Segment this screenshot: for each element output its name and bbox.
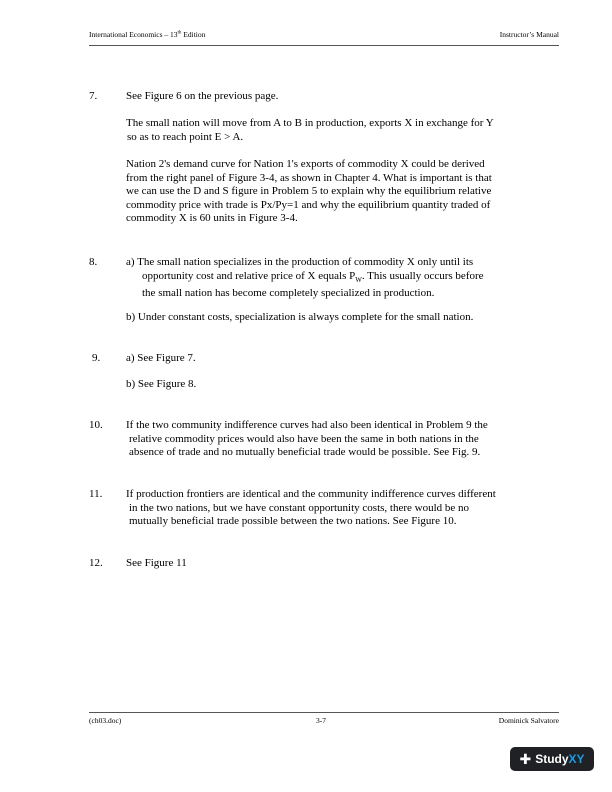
- header-right: Instructor’s Manual: [499, 30, 559, 39]
- footer-right: Dominick Salvatore: [498, 716, 559, 725]
- footer-page-number: 3-7: [316, 716, 326, 725]
- item-11-number: 11.: [89, 488, 103, 500]
- text-line: Nation 2's demand curve for Nation 1's exports of commodity X could be derived: [126, 158, 485, 170]
- item-8-number: 8.: [89, 256, 98, 268]
- logo-text-main: Study: [535, 752, 569, 766]
- item-12-text: See Figure 11: [126, 557, 187, 569]
- item-9-part-a: a) See Figure 7.: [126, 352, 196, 364]
- item-7-number: 7.: [89, 90, 98, 102]
- text-line: commodity X is 60 units in Figure 3-4.: [126, 212, 298, 225]
- item-12-number: 12.: [89, 557, 103, 569]
- item-9-part-b: b) See Figure 8.: [126, 378, 197, 390]
- studyxy-logo: [510, 747, 594, 771]
- item-8-part-a: [126, 256, 556, 301]
- text-line: we can use the D and S figure in Problem 5 to explain why the equilibrium relative: [126, 185, 492, 198]
- item-7-paragraph-2: [126, 117, 556, 144]
- item-10-number: 10.: [89, 419, 103, 431]
- text-line: so as to reach point E > A.: [127, 130, 244, 143]
- text-line: relative commodity prices would also have been the same in both nations in the: [129, 432, 479, 445]
- footer-left: (ch03.doc): [89, 716, 122, 725]
- text-line: from the right panel of Figure 3-4, as shown in Chapter 4. What is important is that: [126, 171, 492, 184]
- text-line: If the two community indifference curves had also been identical in Problem 9 the: [126, 419, 488, 431]
- text-line: a) The small nation specializes in the production of commodity X only until its: [126, 256, 474, 268]
- item-11-text: [126, 488, 556, 529]
- logo-text-accent: XY: [568, 752, 585, 766]
- text-line: If production frontiers are identical and the community indifference curves different: [126, 488, 496, 500]
- text-line: commodity price with trade is Px/Py=1 and why the equilibrium quantity traded of: [126, 198, 491, 211]
- text-line: absence of trade and no mutually beneficial trade would be possible. See Fig. 9.: [129, 446, 481, 459]
- item-10-text: [126, 419, 556, 460]
- text-line: the small nation has become completely specialized in production.: [142, 287, 435, 300]
- text-line: in the two nations, but we have constant opportunity costs, there would be no: [129, 501, 470, 514]
- item-7-paragraph-3: [126, 158, 558, 226]
- text-line: opportunity cost and relative price of X equals $P_W$. This usually occurs before: [142, 269, 484, 284]
- header-left: International Economics – 13th Edition: [89, 30, 206, 39]
- plus-icon: ✚: [519, 750, 532, 767]
- text-line: mutually beneficial trade possible between the two nations. See Figure 10.: [129, 515, 457, 528]
- header-rule: [89, 45, 559, 46]
- item-8-part-b: b) Under constant costs, specialization is always complete for the small nation.: [126, 311, 474, 323]
- text-line: The small nation will move from A to B in production, exports X in exchange for Y: [126, 117, 494, 129]
- footer-rule: [89, 712, 559, 713]
- item-7-line1: See Figure 6 on the previous page.: [126, 90, 279, 102]
- item-9-number: 9.: [92, 352, 101, 364]
